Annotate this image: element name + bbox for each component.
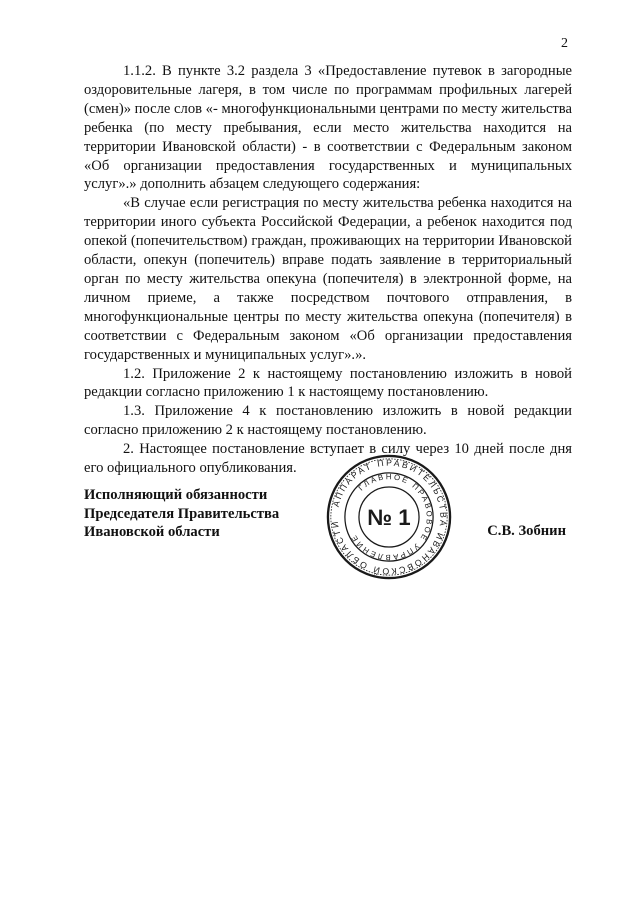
signer-name: С.В. Зобнин bbox=[487, 523, 566, 539]
paragraph-quote: «В случае если регистрация по месту жительства ребенка находится на территории иного субъекта Российской Федерации, а ребенок находится под опекой (попечительством) граждан, проживающих на территории Ивановской области, опекун (попечитель) вправе подать заявление в территориальный орган по месту жительства опекуна (попечителя) в электронной форме, на личном приеме, а также посредством почтового отправления, в многофункциональные центры по месту жительства опекуна (попечителя) в соответствии с Федеральным законом «Об организации предоставления государственных и муниципальных услуг».». bbox=[84, 195, 572, 363]
seal-inner-text: ГЛАВНОЕ ПРАВОВОЕ УПРАВЛЕНИЕ bbox=[349, 472, 434, 562]
paragraph-1-2: 1.2. Приложение 2 к настоящему постановлению изложить в новой редакции согласно приложению 1 к настоящему постановлению. bbox=[84, 365, 572, 401]
signature-block bbox=[84, 486, 279, 542]
page-number: 2 bbox=[561, 36, 568, 51]
signature-title-line1: Исполняющий обязанности bbox=[84, 487, 268, 503]
paragraph-2: 2. Настоящее постановление вступает в силу через 10 дней после дня его официального опубликования. bbox=[84, 441, 572, 477]
seal-number: № 1 bbox=[367, 504, 411, 530]
paragraph-1-3: 1.3. Приложение 4 к постановлению изложить в новой редакции согласно приложению 2 к настоящему постановлению. bbox=[84, 403, 572, 439]
paragraph-1-1-2: 1.1.2. В пункте 3.2 раздела 3 «Предоставление путевок в загородные оздоровительные лагеря, в том числе по программам профильных лагерей (смен)» после слов «- многофункциональными центрами по месту жительства ребенка (по месту пребывания, если место жительства находится на территории Ивановской области) - в соответствии с Федеральным законом «Об организации предоставления государственных и муниципальных услуг».» дополнить абзацем следующего содержания: bbox=[84, 63, 572, 193]
official-seal bbox=[326, 454, 452, 580]
document-body bbox=[84, 62, 572, 478]
signature-title-line3: Ивановской области bbox=[84, 524, 220, 540]
signature-title-line2: Председателя Правительства bbox=[84, 505, 280, 522]
seal-outer-text: АППАРАТ ПРАВИТЕЛЬСТВА ИВАНОВСКОЙ ОБЛАСТИ bbox=[329, 457, 449, 577]
